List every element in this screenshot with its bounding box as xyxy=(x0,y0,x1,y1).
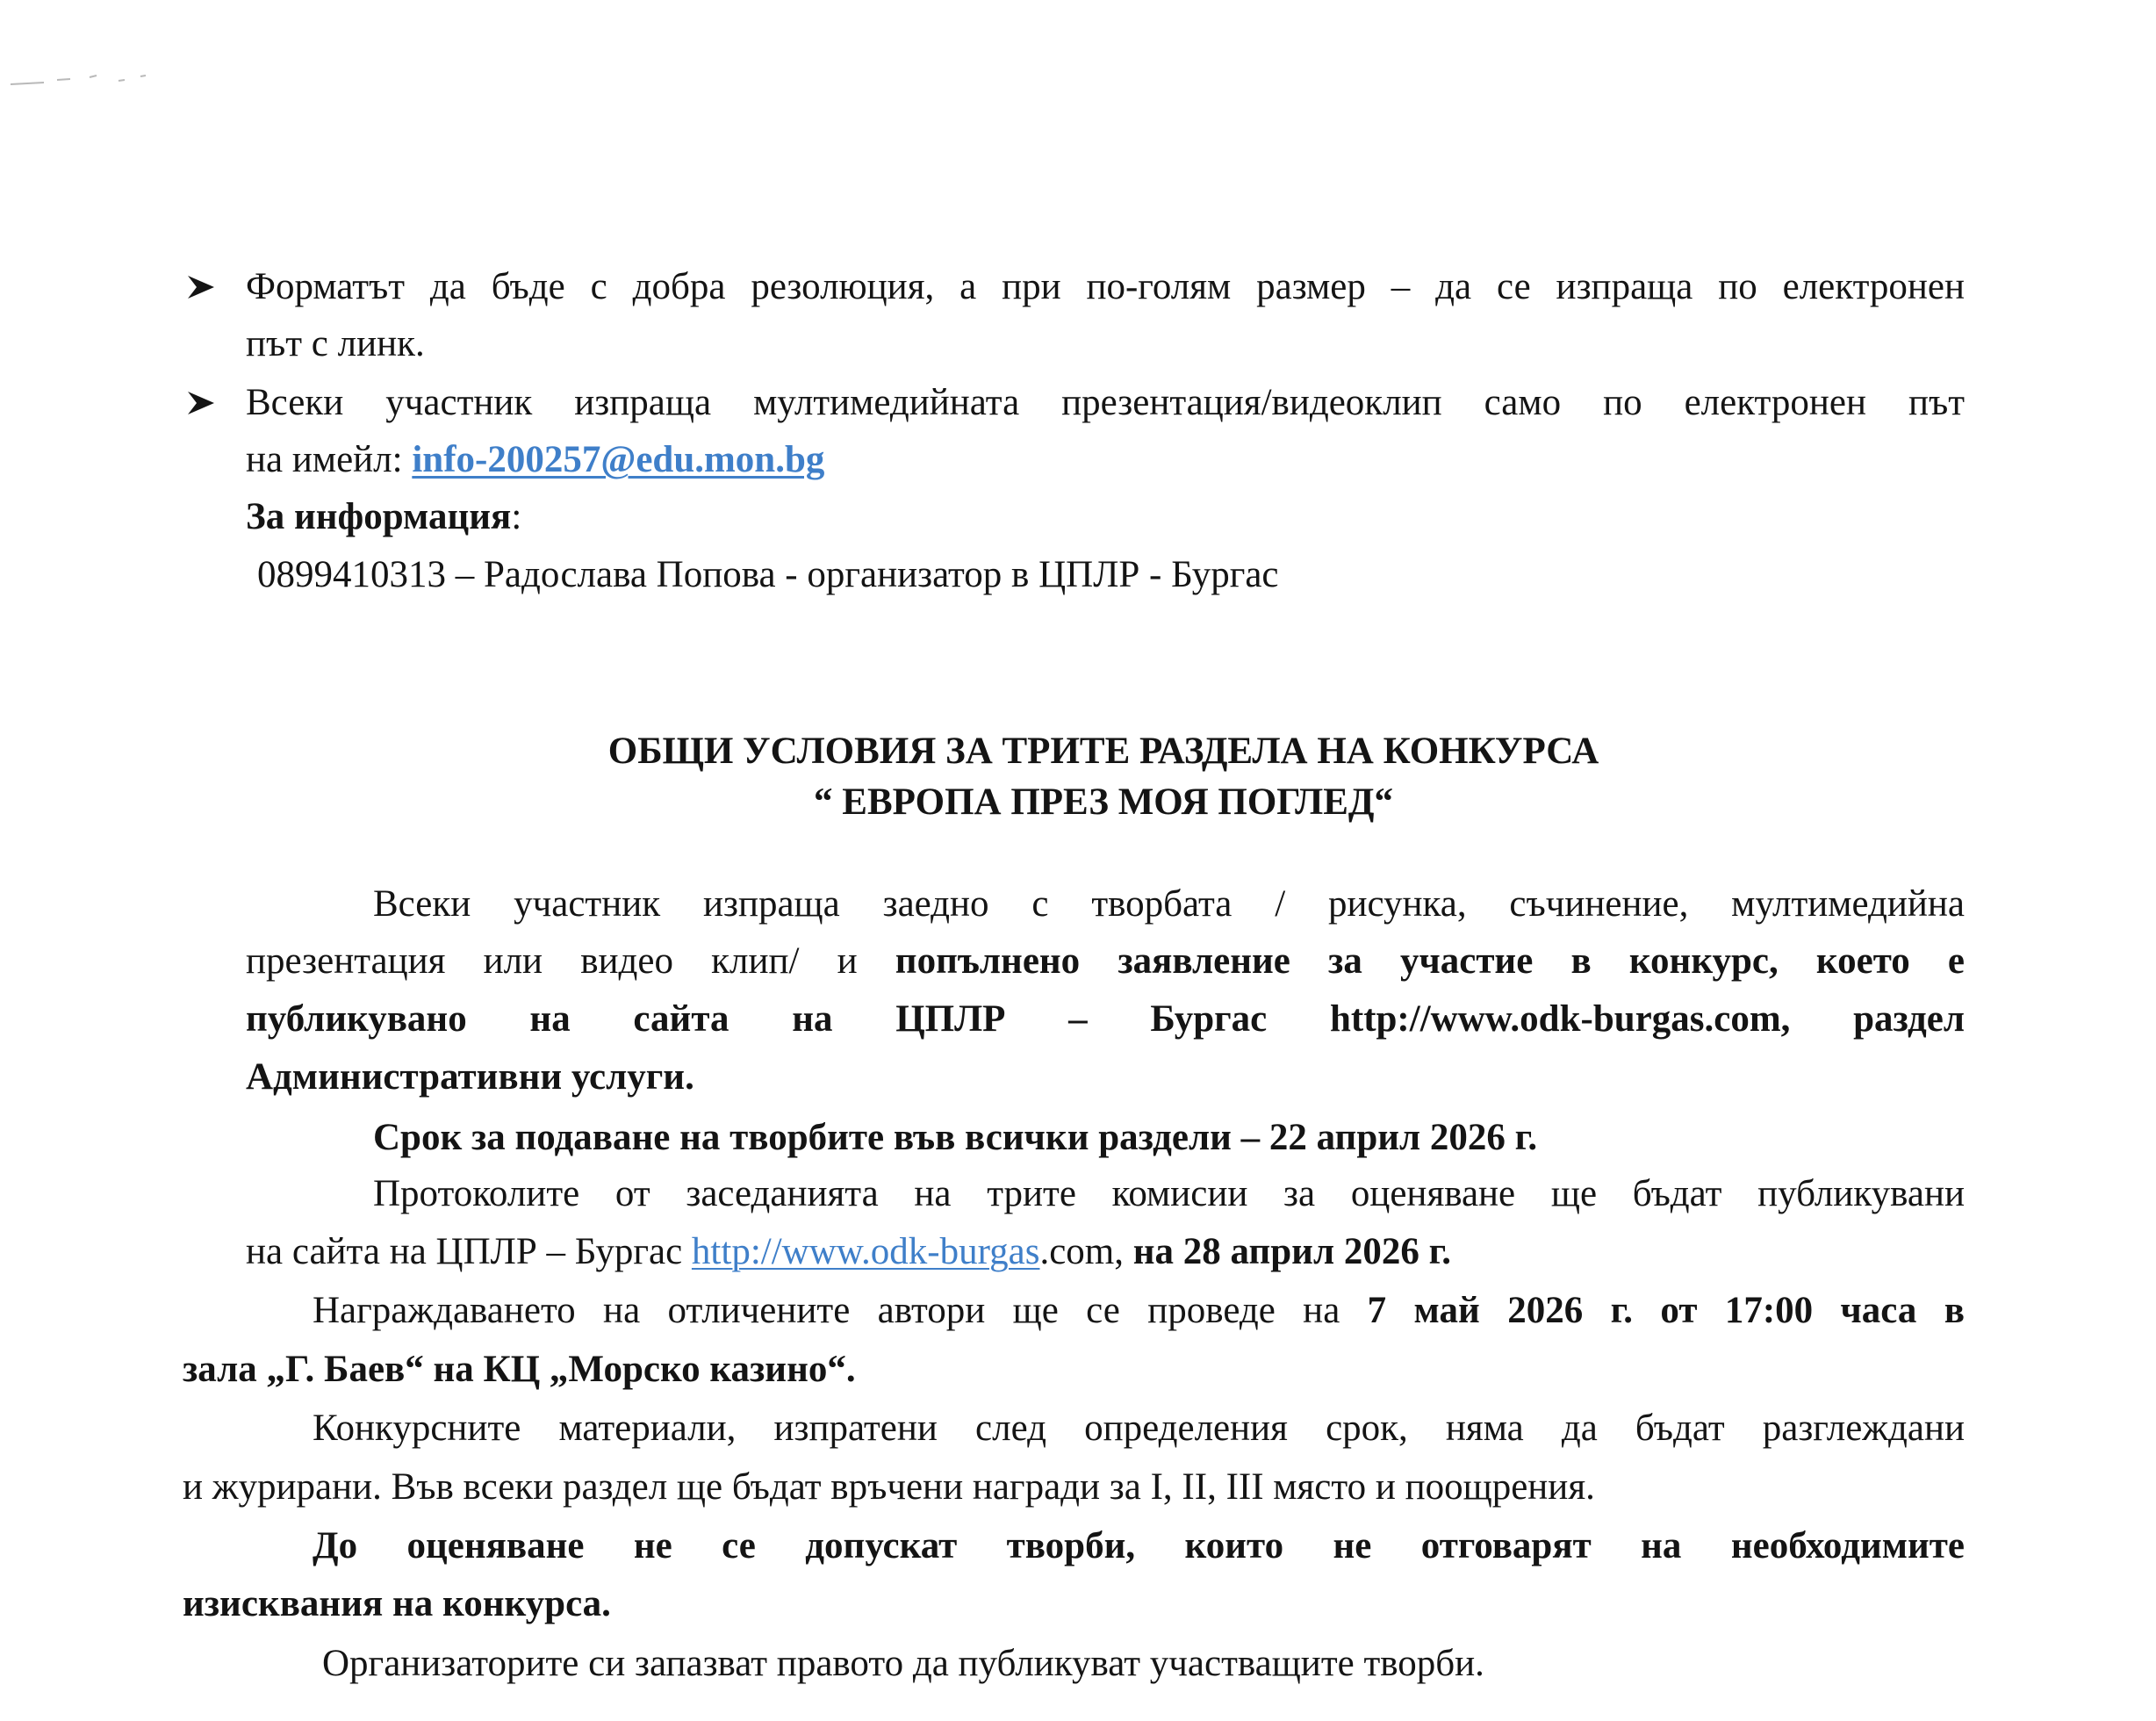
protocols-prefix: на сайта на ЦПЛР – Бургас xyxy=(246,1231,692,1272)
info-heading-label: За информация xyxy=(246,496,512,537)
protocols-date: на 28 април 2026 г. xyxy=(1132,1231,1451,1272)
email-prefix: на имейл: xyxy=(246,439,413,480)
arrowhead-bullet-icon xyxy=(186,274,216,300)
awards-line2: зала „Г. Баев“ на КЦ „Морско казино“. xyxy=(183,1349,856,1390)
paragraph1-line2-bold: попълнено заявление за участие в конкурс, което е xyxy=(895,940,1965,982)
protocols-link-suffix: .com, xyxy=(1039,1231,1133,1272)
late-materials-line1: Конкурсните материали, изпратени след определения срок, няма да бъдат разглеждани xyxy=(313,1408,1965,1449)
bullet-email-line2 xyxy=(246,434,824,486)
awards-line1-bold: 7 май 2026 г. от 17:00 часа в xyxy=(1367,1290,1966,1331)
rights-notice: Организаторите си запазват правото да публикуват участващите творби. xyxy=(322,1643,1484,1684)
info-heading-colon: : xyxy=(511,496,522,537)
awards-line1-regular: Награждаването на отличените автори ще се проведе на xyxy=(313,1290,1368,1331)
section-title-line1: ОБЩИ УСЛОВИЯ ЗА ТРИТЕ РАЗДЕЛА НА КОНКУРСА xyxy=(607,731,1599,772)
protocols-line1: Протоколите от заседанията на трите комисии за оценяване ще бъдат публикувани xyxy=(373,1173,1965,1214)
paragraph1-line3: публикувано на сайта на ЦПЛР – Бургас http://www.odk-burgas.com, раздел xyxy=(246,998,1965,1040)
paragraph1-line4: Административни услуги. xyxy=(246,1056,694,1098)
deadline: Срок за подаване на творбите във всички раздели – 22 април 2026 г. xyxy=(373,1117,1538,1158)
info-contact: 0899410313 – Радослава Попова - организатор в ЦПЛР - Бургас xyxy=(257,554,1279,595)
bullet-email-line1: Всеки участник изпраща мултимедийната презентация/видеоклип само по електронен път xyxy=(246,382,1965,423)
bullet-format-line1: Форматът да бъде с добра резолюция, а при по-голям размер – да се изпраща по електронен xyxy=(246,266,1965,307)
info-heading xyxy=(246,491,521,544)
scan-artifact xyxy=(9,72,176,91)
bullet-format-line2: път с линк. xyxy=(246,323,425,364)
eligibility-line2: изисквания на конкурса. xyxy=(183,1583,611,1624)
protocols-line2 xyxy=(246,1226,1451,1278)
arrowhead-bullet-icon xyxy=(186,390,216,416)
eligibility-line1: До оценяване не се допускат творби, които не отговарят на необходимите xyxy=(313,1525,1965,1566)
email-link[interactable]: info-200257@edu.mon.bg xyxy=(412,439,825,480)
paragraph1-line1: Всеки участник изпраща заедно с творбата / рисунка, съчинение, мултимедийна xyxy=(373,883,1965,925)
late-materials-line2: и журирани. Във всеки раздел ще бъдат връчени награди за I, II, III място и поощрения. xyxy=(183,1466,1595,1508)
paragraph1-line2-regular: презентация или видео клип/ и xyxy=(246,940,895,982)
website-link[interactable]: http://www.odk-burgas xyxy=(691,1231,1040,1272)
section-title-line2: “ ЕВРОПА ПРЕЗ МОЯ ПОГЛЕД“ xyxy=(814,781,1393,823)
awards-line1 xyxy=(313,1285,1965,1337)
paragraph1-line2 xyxy=(246,935,1965,988)
